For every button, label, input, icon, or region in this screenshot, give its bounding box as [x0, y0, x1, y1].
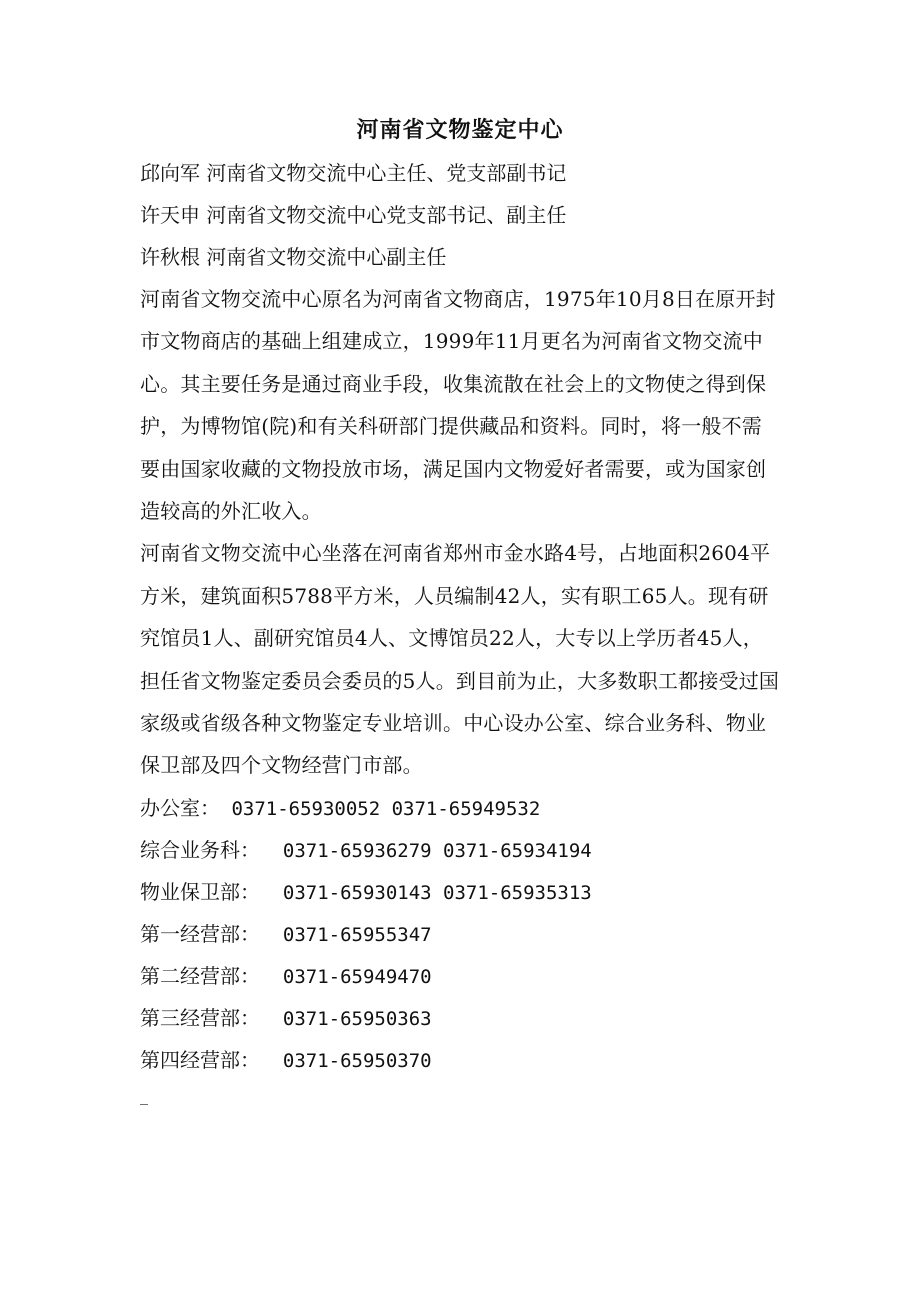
phone-row-business — [140, 829, 780, 871]
intro-paragraph: 河南省文物交流中心原名为河南省文物商店，1975年10月8日在原开封市文物商店的基础上组建成立，1999年11月更名为河南省文物交流中心。其主要任务是通过商业手段，收集流散在社会上的文物使之得到保护，为博物馆(院)和有关科研部门提供藏品和资料。同时，将一般不需要由国家收藏的文物投放市场，满足国内文物爱好者需要，或为国家创造较高的外汇收入。 — [140, 287, 776, 524]
phone-numbers: 0371-65950363 — [260, 1007, 432, 1030]
document-title: 河南省文物鉴定中心 — [356, 117, 564, 143]
phone-label: 物业保卫部： — [140, 879, 260, 904]
phone-numbers: 0371-65936279 0371-65934194 — [260, 839, 592, 862]
phone-row-store-4 — [140, 1039, 780, 1081]
phone-label: 第二经营部： — [140, 963, 260, 988]
phone-row-store-3 — [140, 997, 780, 1039]
location-paragraph: 河南省文物交流中心坐落在河南省郑州市金水路4号，占地面积2604平方米，建筑面积5788平方米，人员编制42人，实有职工65人。现有研究馆员1人、副研究馆员4人、文博馆员22人，大专以上学历者45人，担任省文物鉴定委员会委员的5人。到目前为止，大多数职工都接受过国家级或省级各种文物鉴定专业培训。中心设办公室、综合业务科、物业保卫部及四个文物经营门市部。 — [140, 541, 780, 778]
person-line: 许秋根 河南省文物交流中心副主任 — [140, 245, 447, 269]
phone-row-store-1 — [140, 913, 780, 955]
person-line: 邱向军 河南省文物交流中心主任、党支部副书记 — [140, 161, 567, 185]
document-page — [140, 108, 780, 1123]
phone-numbers: 0371-65930052 0371-65949532 — [220, 797, 541, 820]
phone-list — [140, 787, 780, 1081]
phone-numbers: 0371-65955347 — [260, 923, 432, 946]
phone-label: 第四经营部： — [140, 1047, 260, 1072]
phone-numbers: 0371-65930143 0371-65935313 — [260, 881, 592, 904]
phone-label: 第一经营部： — [140, 921, 260, 946]
phone-label: 办公室： — [140, 795, 220, 820]
phone-label: 第三经营部： — [140, 1005, 260, 1030]
phone-numbers: 0371-65949470 — [260, 965, 432, 988]
phone-row-office — [140, 787, 780, 829]
phone-row-store-2 — [140, 955, 780, 997]
person-line: 许天申 河南省文物交流中心党支部书记、副主任 — [140, 203, 567, 227]
trailing-mark: _ — [140, 1085, 148, 1105]
phone-label: 综合业务科： — [140, 837, 260, 862]
phone-row-security — [140, 871, 780, 913]
phone-numbers: 0371-65950370 — [260, 1049, 432, 1072]
